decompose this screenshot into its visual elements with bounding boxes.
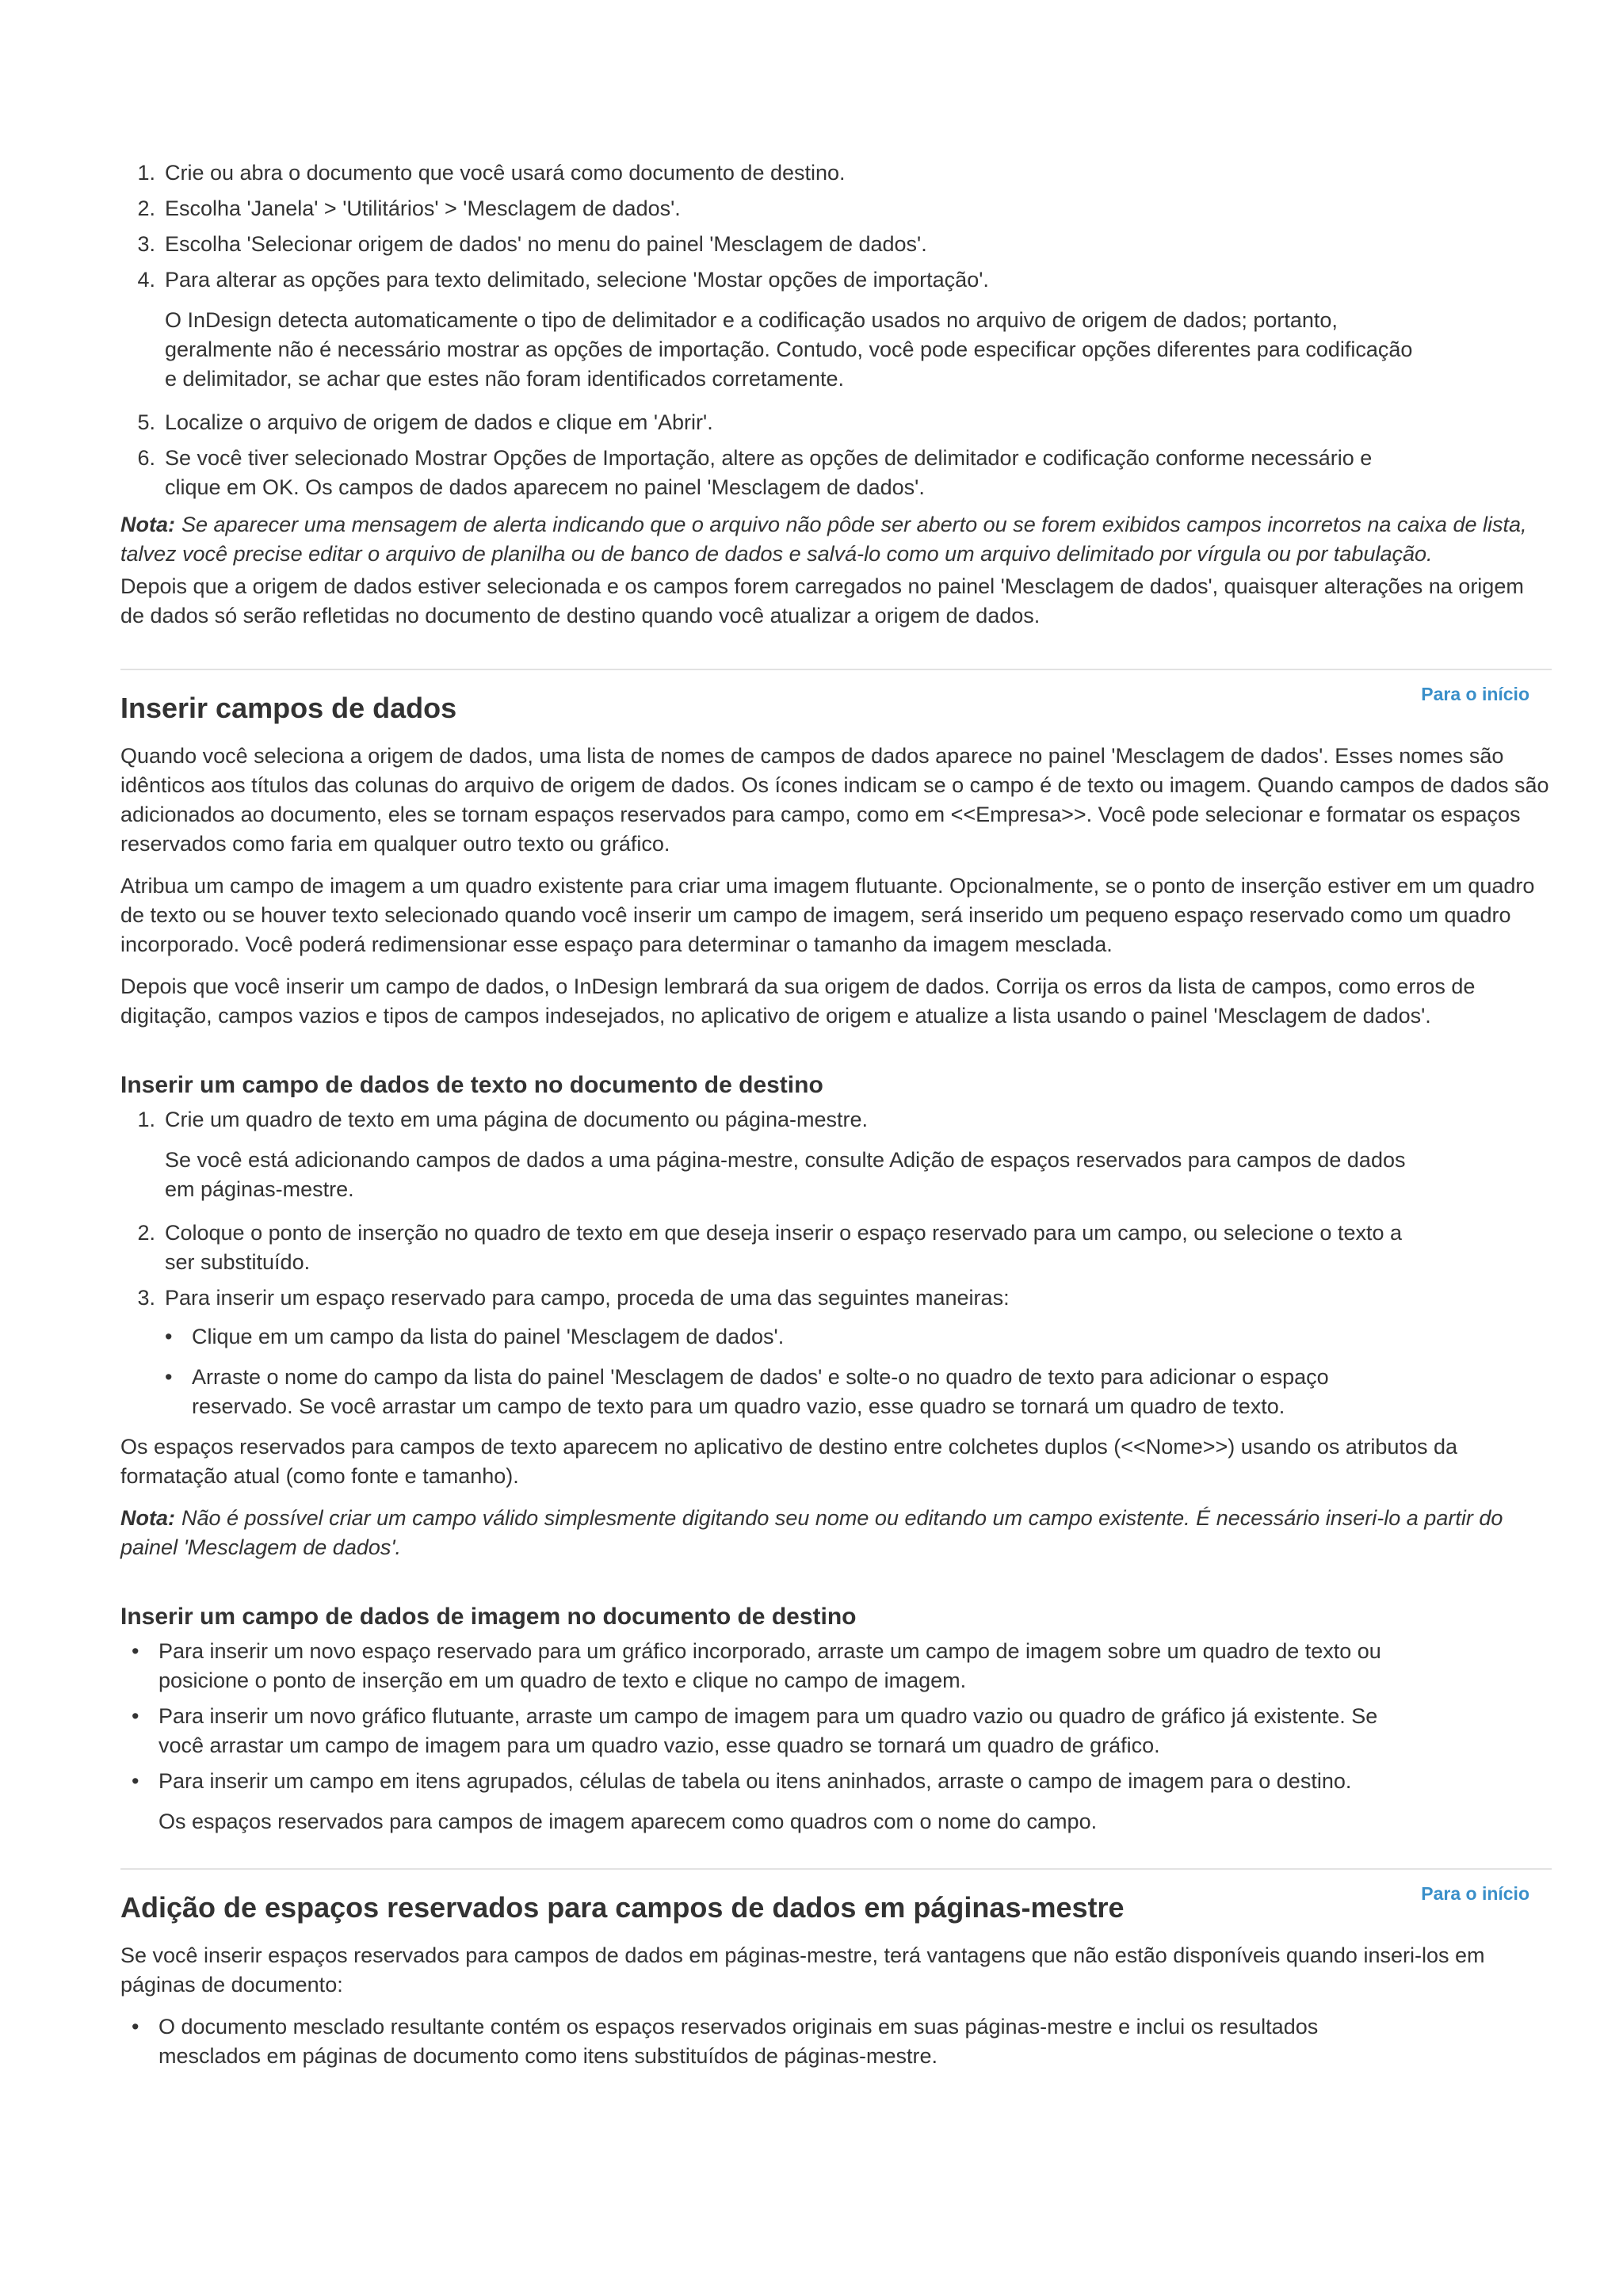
steps-list-top-continued [120, 408, 1552, 502]
steps-list-text-field [120, 1105, 1552, 1135]
paragraph: Quando você seleciona a origem de dados, uma lista de nomes de campos de dados aparece no painel 'Mesclagem de dados'. Esses nomes são idênticos aos títulos das colunas do arquivo de origem de dados. Os ícones indicam se o campo é de texto ou imagem. Quando campos de dados são adicionados ao documento, eles se tornam espaços reservados para campo, como em <<Empresa>>. Você pode selecionar e formatar os espaços reservados como faria em qualquer outro texto ou gráfico. [120, 744, 1549, 856]
paragraph: Se você inserir espaços reservados para campos de dados em páginas-mestre, terá vantagens que não estão disponíveis quando inseri-los em páginas de documento: [120, 1943, 1485, 1997]
master-pages-list [120, 2012, 1552, 2071]
document-page [120, 158, 1552, 2077]
back-to-top-link[interactable]: Para o início [1421, 1883, 1529, 1904]
subsection-title-image-field: Inserir um campo de dados de imagem no documento de destino [120, 1604, 857, 1630]
section-divider [120, 669, 1552, 704]
note-text: Se aparecer uma mensagem de alerta indicando que o arquivo não pôde ser aberto ou se forem exibidos campos incorretos na caixa de lista, talvez você precise editar o arquivo de planilha ou de banco de dados e salvá-lo como um arquivo delimitado por vírgula ou por tabulação. [120, 513, 1527, 566]
step1-explanation: Se você está adicionando campos de dados a uma página-mestre, consulte Adição de espaços reservados para campos de dados em páginas-mestre. [165, 1148, 1406, 1201]
steps-list-text-field-continued [120, 1219, 1552, 1421]
step3-options-list [165, 1322, 1552, 1421]
back-to-top-link[interactable]: Para o início [1421, 684, 1529, 704]
step-item: 4. Para alterar as opções para texto delimitado, selecione 'Mostar opções de importação'. [137, 268, 989, 292]
step-item: 2. Coloque o ponto de inserção no quadro de texto em que deseja inserir o espaço reservado para um campo, ou selecione o texto a ser substituído. [137, 1221, 1402, 1274]
list-item: • O documento mesclado resultante contém os espaços reservados originais em suas páginas-mestre e inclui os resultados mesclados em páginas de documento como itens substituídos de páginas-mestre. [132, 2012, 1552, 2071]
section-title-master-pages: Adição de espaços reservados para campos de dados em páginas-mestre [120, 1891, 1125, 1924]
list-item: • Para inserir um novo espaço reservado para um gráfico incorporado, arraste um campo de imagem sobre um quadro de texto ou posicione o ponto de inserção em um quadro de texto e clique no campo de imagem. [132, 1637, 1552, 1695]
list-item: • Arraste o nome do campo da lista do painel 'Mesclagem de dados' e solte-o no quadro de texto para adicionar o espaço reservado. Se você arrastar um campo de texto para um quadro vazio, esse quadro se tornará um quadro de texto. [165, 1363, 1552, 1421]
paragraph: Os espaços reservados para campos de texto aparecem no aplicativo de destino entre colchetes duplos (<<Nome>>) usando os atributos da formatação atual (como fonte e tamanho). [120, 1435, 1457, 1488]
step-item: 1. Crie ou abra o documento que você usará como documento de destino. [137, 161, 846, 185]
subsection-title-text-field: Inserir um campo de dados de texto no documento de destino [120, 1072, 823, 1098]
note-text: Não é possível criar um campo válido simplesmente digitando seu nome ou editando um campo existente. É necessário inseri-lo a partir do painel 'Mesclagem de dados'. [120, 1506, 1503, 1559]
step-item: 1. Crie um quadro de texto em uma página de documento ou página-mestre. [137, 1108, 869, 1131]
step-item: 3. Escolha 'Selecionar origem de dados' no menu do painel 'Mesclagem de dados'. [137, 232, 927, 256]
step4-explanation: O InDesign detecta automaticamente o tipo de delimitador e a codificação usados no arquivo de origem de dados; portanto, geralmente não é necessário mostrar as opções de importação. Contudo, você pode especificar opções diferentes para codificação e delimitador, se achar que estes não foram identificados corretamente. [165, 308, 1413, 391]
note-label: Nota: [120, 1506, 175, 1530]
note-label: Nota: [120, 513, 175, 536]
image-field-list [120, 1637, 1552, 1796]
note-field-insertion [120, 1504, 1552, 1562]
step-item: 6. Se você tiver selecionado Mostrar Opções de Importação, altere as opções de delimitador e codificação conforme necessário e clique em OK. Os campos de dados aparecem no painel 'Mesclagem de dados'. [137, 446, 1373, 499]
list-item: • Para inserir um campo em itens agrupados, células de tabela ou itens aninhados, arraste o campo de imagem para o destino. [132, 1767, 1552, 1796]
paragraph: Os espaços reservados para campos de imagem aparecem como quadros com o nome do campo. [158, 1810, 1098, 1833]
section-divider [120, 1868, 1552, 1904]
list-item: • Para inserir um novo gráfico flutuante, arraste um campo de imagem para um quadro vazio ou quadro de gráfico já existente. Se você arrastar um campo de imagem para um quadro vazio, esse quadro se tornará um quadro de gráfico. [132, 1702, 1552, 1760]
note-import-alert [120, 510, 1552, 569]
paragraph: Depois que você inserir um campo de dados, o InDesign lembrará da sua origem de dados. Corrija os erros da lista de campos, como erros de digitação, campos vazios e tipos de campos indesejados, no aplicativo de origem e atualize a lista usando o painel 'Mesclagem de dados'. [120, 974, 1476, 1028]
step-item: 2. Escolha 'Janela' > 'Utilitários' > 'Mesclagem de dados'. [137, 196, 681, 220]
list-item: • Clique em um campo da lista do painel 'Mesclagem de dados'. [165, 1322, 1552, 1352]
paragraph: Atribua um campo de imagem a um quadro existente para criar uma imagem flutuante. Opcionalmente, se o ponto de inserção estiver em um quadro de texto ou se houver texto selecionado quando você inserir um campo de imagem, será inserido um pequeno espaço reservado como um quadro incorporado. Você poderá redimensionar esse espaço para determinar o tamanho da imagem mesclada. [120, 874, 1535, 956]
section-title-insert-fields: Inserir campos de dados [120, 692, 457, 724]
step-item: 3. Para inserir um espaço reservado para campo, proceda de uma das seguintes maneiras: • Clique em um campo da lista do painel 'Mesclagem de dados'. • Arraste o nome do campo da lista do painel 'Mesclagem de dados' e solte-o no quadro de texto para adicionar o espaço reservado. Se você arrastar um campo de texto para um quadro vazio, esse quadro se tornará um quadro de texto. [120, 1283, 1552, 1421]
step-item: 5. Localize o arquivo de origem de dados e clique em 'Abrir'. [137, 410, 713, 434]
paragraph-data-source-updates: Depois que a origem de dados estiver selecionada e os campos forem carregados no painel 'Mesclagem de dados', quaisquer alterações na origem de dados só serão refletidas no documento de destino quando você atualizar a origem de dados. [120, 574, 1524, 627]
steps-list-top [120, 158, 1552, 295]
